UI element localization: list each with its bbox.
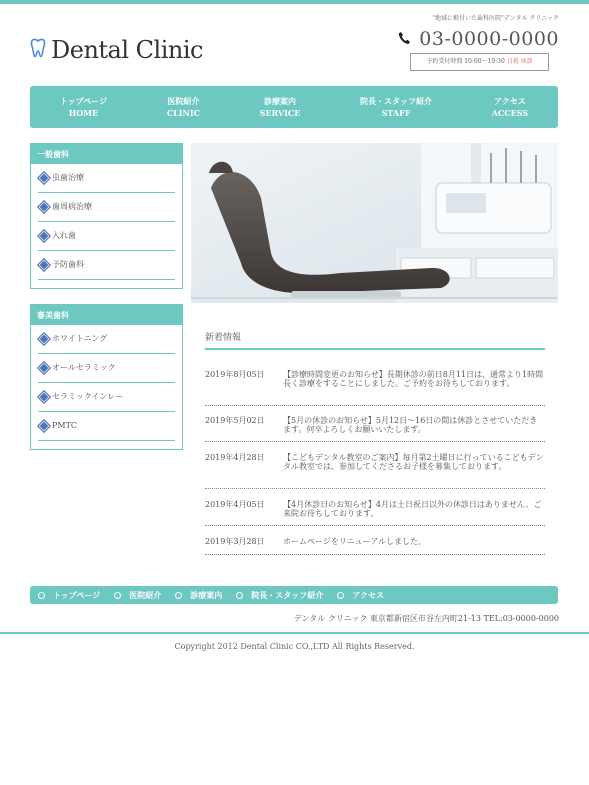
sidebar-item-label: PMTC — [52, 421, 78, 430]
header-tagline: "地域に根付いた歯科医院"デンタル クリニック — [432, 15, 559, 22]
sidebar-item-preventive[interactable] — [38, 251, 175, 280]
circle-bullet-icon — [38, 592, 45, 599]
main-nav — [30, 86, 558, 128]
news-heading: 新着情報 — [205, 333, 242, 343]
sidebar-item-whitening[interactable] — [38, 325, 175, 354]
nav-service[interactable] — [260, 95, 301, 119]
news-item[interactable] — [205, 416, 545, 442]
news-date: 2019年8月05日 — [205, 370, 265, 379]
news-heading-underline — [205, 348, 545, 350]
footer-nav-label: 医院紹介 — [129, 589, 162, 600]
diamond-bullet-icon — [38, 172, 49, 183]
copyright: Copyright 2012 Dental Clinic CO.,LTD All Rights Reserved. — [174, 642, 415, 651]
diamond-bullet-icon — [38, 391, 49, 402]
nav-staff-jp: 院長・スタッフ紹介 — [360, 96, 432, 106]
circle-bullet-icon — [175, 592, 182, 599]
footer-nav-label: アクセス — [352, 589, 385, 600]
nav-staff-en: STAFF — [381, 108, 411, 118]
nav-home-en: HOME — [68, 108, 99, 118]
nav-service-jp: 診療案内 — [263, 96, 296, 106]
footer-nav-access[interactable] — [337, 590, 384, 601]
top-accent-bar — [0, 0, 589, 4]
footer-nav-label: 診療案内 — [190, 589, 223, 600]
news-item[interactable] — [205, 500, 545, 526]
sidebar-item-label: 虫歯治療 — [52, 173, 84, 182]
nav-access[interactable] — [492, 95, 528, 119]
phone-number-text: 03-0000-0000 — [419, 28, 559, 50]
sidebar-item-label: 予防歯科 — [52, 260, 84, 269]
logo-text: Dental Clinic — [51, 36, 203, 64]
sidebar-item-periodontal[interactable] — [38, 193, 175, 222]
diamond-bullet-icon — [38, 230, 49, 241]
circle-bullet-icon — [114, 592, 121, 599]
sidebar-item-label: 歯周病治療 — [52, 202, 92, 211]
hero-image-dental-chair — [191, 143, 558, 303]
nav-access-jp: アクセス — [494, 96, 526, 106]
sidebar-general-title: 一般歯科 — [31, 144, 182, 164]
news-date: 2019年3月28日 — [205, 537, 265, 546]
nav-staff[interactable] — [360, 95, 432, 119]
circle-bullet-icon — [337, 592, 344, 599]
footer-nav-service[interactable] — [175, 590, 222, 601]
footer-address: デンタル クリニック 東京都新宿区市谷左内町21-13 TEL:03-0000-0000 — [293, 614, 559, 623]
sidebar-item-pmtc[interactable] — [38, 412, 175, 441]
news-date: 2019年4月05日 — [205, 500, 265, 509]
news-item[interactable] — [205, 453, 545, 489]
circle-bullet-icon — [236, 592, 243, 599]
footer-nav — [30, 586, 558, 604]
sidebar-item-label: 入れ歯 — [52, 231, 76, 240]
news-date: 2019年5月02日 — [205, 416, 265, 425]
news-text: 【4月休診日のお知らせ】4月は土日祝日以外の休診日はありません。ご来院お待ちしております。 — [283, 500, 542, 518]
sidebar-cosmetic-dentistry — [30, 304, 183, 450]
sidebar-general-dentistry — [30, 143, 183, 289]
footer-nav-staff[interactable] — [236, 590, 323, 601]
footer-nav-home[interactable] — [38, 590, 100, 601]
sidebar-item-label: オールセラミック — [52, 363, 116, 372]
phone-number[interactable] — [398, 28, 559, 50]
sidebar-cosmetic-title: 審美歯科 — [31, 305, 182, 325]
tooth-icon — [30, 38, 46, 62]
hours-text: 予約受付時間 10:00～19:30 — [426, 58, 507, 65]
nav-service-en: SERVICE — [259, 108, 301, 118]
nav-clinic-jp: 医院紹介 — [167, 96, 200, 106]
news-item[interactable] — [205, 370, 545, 406]
diamond-bullet-icon — [38, 420, 49, 431]
footer-nav-clinic[interactable] — [114, 590, 161, 601]
nav-clinic[interactable] — [167, 95, 200, 119]
footer-divider — [0, 632, 589, 634]
reception-hours — [410, 53, 549, 71]
news-text: 【診療時間変更のお知らせ】長期休診の前日8月11日は、通常より1時間長く診療をすることにしました。ご予約をお待ちしております。 — [283, 370, 544, 388]
sidebar-item-cavity[interactable] — [38, 164, 175, 193]
sidebar-item-all-ceramic[interactable] — [38, 354, 175, 383]
nav-home[interactable] — [60, 95, 107, 119]
sidebar-item-dentures[interactable] — [38, 222, 175, 251]
site-logo[interactable] — [30, 36, 203, 64]
footer-nav-label: 院長・スタッフ紹介 — [251, 589, 324, 600]
sidebar-item-label: セラミックインレー — [52, 392, 124, 401]
diamond-bullet-icon — [38, 259, 49, 270]
sidebar-item-ceramic-inlay[interactable] — [38, 383, 175, 412]
nav-access-en: ACCESS — [491, 108, 529, 118]
diamond-bullet-icon — [38, 333, 49, 344]
closed-days: 日祝 休診 — [506, 58, 533, 65]
news-text: ホームページをリニューアルしました。 — [283, 537, 426, 546]
news-text: 【こどもデンタル教室のご案内】毎月第2土曜日に行っているこどもデンタル教室では、参加してくださるお子様を募集しております。 — [283, 453, 544, 471]
footer-nav-label: トップページ — [53, 589, 101, 600]
nav-clinic-en: CLINIC — [166, 108, 200, 118]
phone-icon — [398, 30, 411, 49]
diamond-bullet-icon — [38, 362, 49, 373]
news-item[interactable] — [205, 537, 545, 555]
news-date: 2019年4月28日 — [205, 453, 265, 462]
news-text: 【5月の休診のお知らせ】5月12日～16日の間は休診とさせていただきます。何卒よろしくお願いいたします。 — [283, 416, 538, 434]
nav-home-jp: トップページ — [59, 96, 108, 106]
diamond-bullet-icon — [38, 201, 49, 212]
sidebar-item-label: ホワイトニング — [52, 334, 108, 343]
